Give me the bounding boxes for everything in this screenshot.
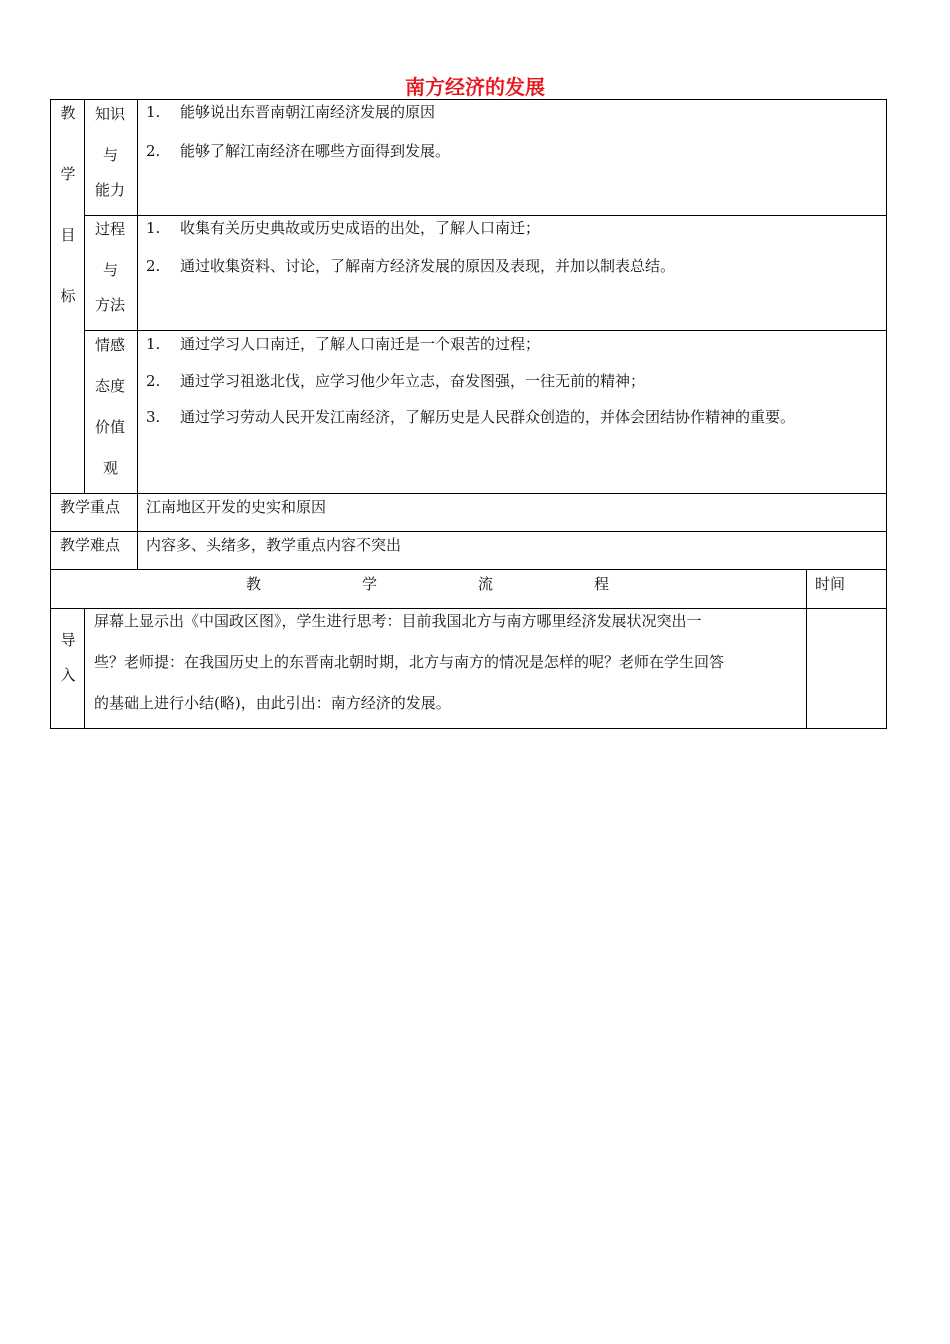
knowledge-label-line: 与	[103, 146, 119, 164]
process-label-line: 过程	[95, 220, 126, 238]
item-text: 通过学习祖逖北伐，应学习他少年立志，奋发图强，一往无前的精神；	[180, 372, 646, 390]
item-text: 能够了解江南经济在哪些方面得到发展。	[180, 142, 451, 160]
process-item	[146, 256, 675, 276]
attitude-label-line: 价值	[95, 418, 126, 436]
intro-line: 的基础上进行小结(略)，由此引出：南方经济的发展。	[94, 694, 451, 712]
intro-time-cell	[806, 608, 887, 729]
goals-label-char: 学	[60, 165, 76, 183]
knowledge-item	[146, 141, 450, 161]
flow-header-char: 流	[478, 575, 494, 593]
goals-label-char: 目	[60, 226, 76, 244]
intro-line: 屏幕上显示出《中国政区图》，学生进行思考：目前我国北方与南方哪里经济发展状况突出一	[94, 612, 702, 630]
item-number: 3.	[146, 408, 161, 426]
item-number: 1.	[146, 219, 161, 237]
process-label-line: 方法	[95, 296, 126, 314]
attitude-item	[146, 407, 795, 427]
process-label-line: 与	[103, 261, 119, 279]
attitude-item	[146, 334, 540, 354]
page-title: 南方经济的发展	[405, 75, 545, 99]
item-text: 通过学习劳动人民开发江南经济，了解历史是人民群众创造的，并体会团结协作精神的重要。	[180, 408, 796, 426]
time-header: 时间	[815, 575, 846, 593]
key-point-text: 江南地区开发的史实和原因	[146, 498, 327, 516]
item-text: 收集有关历史典故或历史成语的出处，了解人口南迁；	[180, 219, 541, 237]
intro-line: 些？老师提：在我国历史上的东晋南北朝时期，北方与南方的情况是怎样的呢？老师在学生回答	[94, 653, 725, 671]
intro-label-char: 导	[60, 631, 76, 649]
attitude-label-line: 情感	[95, 336, 126, 354]
item-number: 2.	[146, 372, 161, 390]
item-number: 1.	[146, 103, 161, 121]
process-item	[146, 218, 540, 238]
attitude-item	[146, 371, 645, 391]
key-point-label: 教学重点	[60, 498, 121, 516]
knowledge-label-line: 能力	[95, 181, 126, 199]
goals-label-char: 标	[60, 287, 76, 305]
difficulty-text: 内容多、头绪多，教学重点内容不突出	[146, 536, 402, 554]
flow-header-char: 学	[362, 575, 378, 593]
item-number: 1.	[146, 335, 161, 353]
attitude-label-line: 态度	[95, 377, 126, 395]
item-text: 能够说出东晋南朝江南经济发展的原因	[180, 103, 436, 121]
item-text: 通过收集资料、讨论，了解南方经济发展的原因及表现，并加以制表总结。	[180, 257, 676, 275]
attitude-label-line: 观	[103, 459, 119, 477]
flow-header-cell	[50, 569, 807, 609]
knowledge-label-line: 知识	[95, 105, 126, 123]
item-number: 2.	[146, 257, 161, 275]
flow-header-char: 程	[594, 575, 610, 593]
item-number: 2.	[146, 142, 161, 160]
goals-label-char: 教	[60, 104, 76, 122]
intro-label-char: 入	[60, 666, 76, 684]
item-text: 通过学习人口南迁，了解人口南迁是一个艰苦的过程；	[180, 335, 541, 353]
flow-header-char: 教	[246, 575, 262, 593]
difficulty-label: 教学难点	[60, 536, 121, 554]
knowledge-item	[146, 102, 435, 122]
